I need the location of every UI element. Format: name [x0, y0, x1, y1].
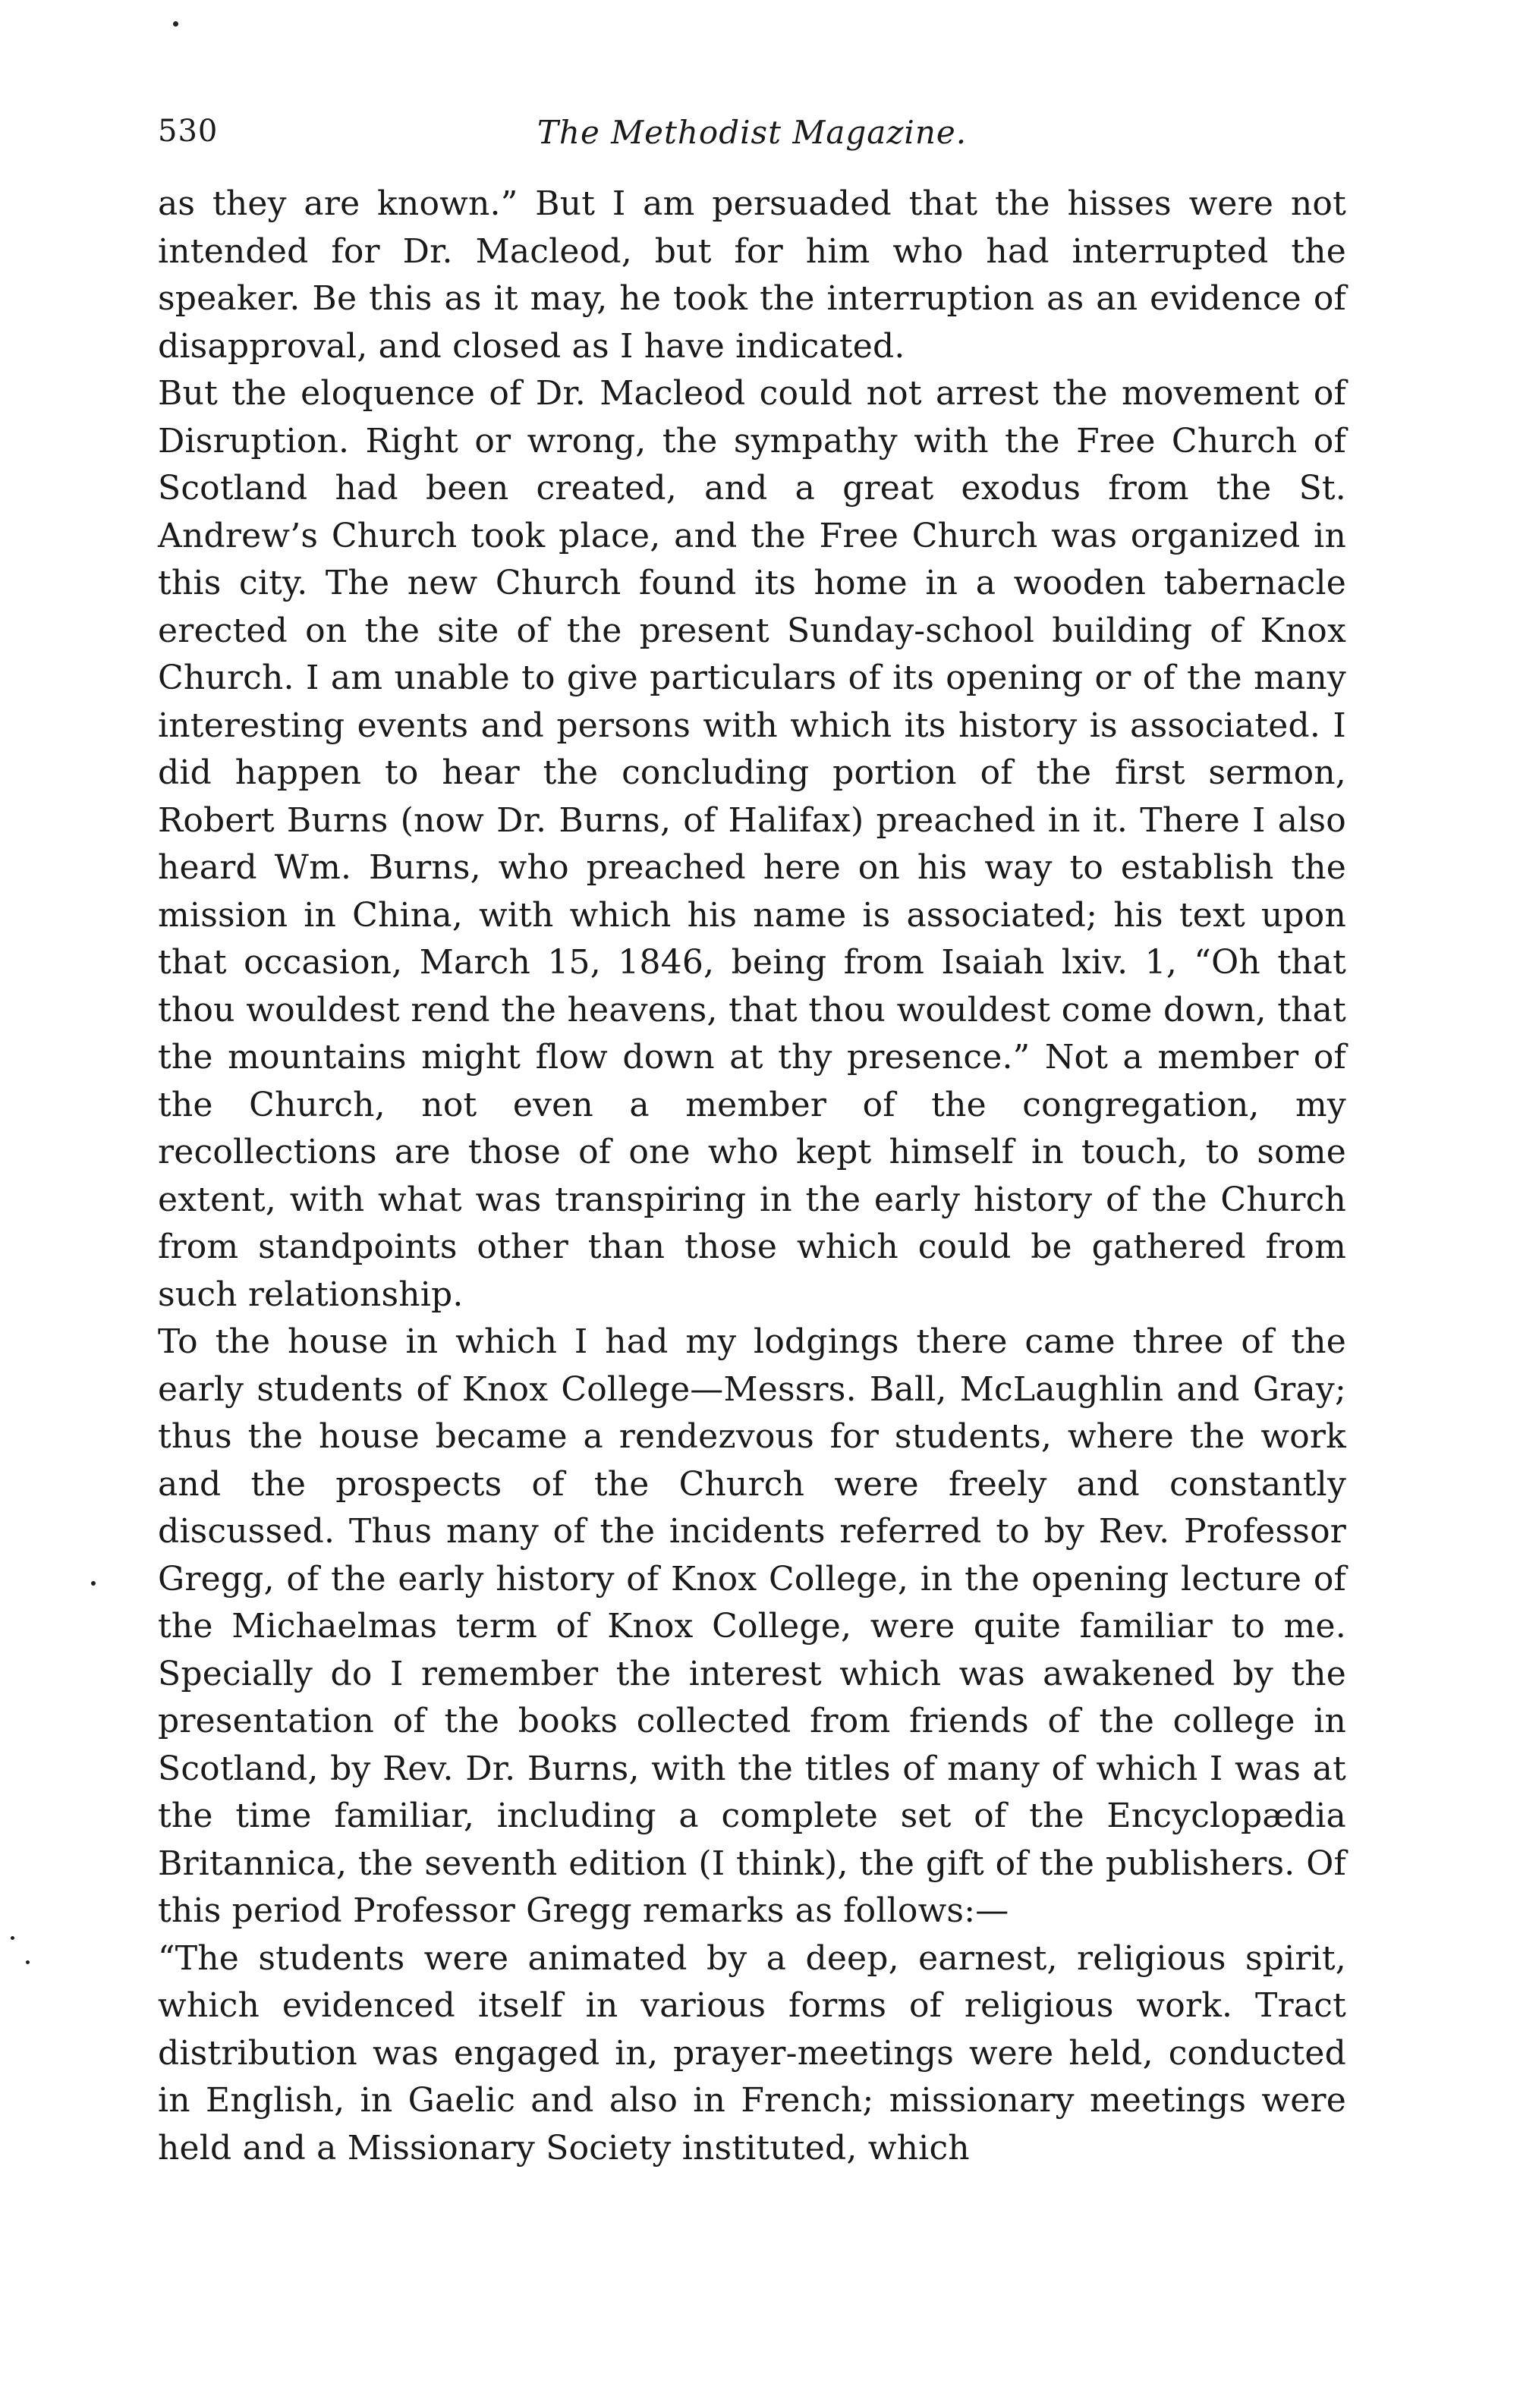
print-speck: [173, 21, 178, 27]
page-header: [158, 114, 1346, 159]
paragraph-disruption: But the eloquence of Dr. Macleod could not arrest the movement of Disruption. Right or wrong, the sympathy with the Free Church of Scotland had been created, and a great exodus from the St. Andrew’s Church took place, and the Free Church was organized in this city. The new Church found its home in a wooden tabernacle erected on the site of the present Sunday-school building of Knox Church. I am unable to give particulars of its opening or of the many interesting events and persons with which its history is associated. I did happen to hear the concluding portion of the first sermon, Robert Burns (now Dr. Burns, of Halifax) preached in it. There I also heard Wm. Burns, who preached here on his way to establish the mission in China, with which his name is associated; his text upon that occasion, March 15, 1846, being from Isaiah lxiv. 1, “Oh that thou wouldest rend the heavens, that thou wouldest come down, that the mountains might flow down at thy presence.” Not a member of the Church, not even a member of the congregation, my recollections are those of one who kept himself in touch, to some extent, with what was transpiring in the early history of the Church from standpoints other than those which could be gathered from such relationship.: [158, 374, 1346, 1314]
paragraph-continuation: as they are known.” But I am persuaded that the hisses were not intended for Dr. Macleod, but for him who had interrupted the speaker. Be this as it may, he took the interruption as an evidence of disapproval, and closed as I have indicated.: [158, 184, 1346, 366]
print-speck: [11, 1936, 14, 1940]
print-speck: [26, 1960, 30, 1964]
running-head: The Methodist Magazine.: [537, 114, 968, 151]
body-text: [158, 181, 1346, 2172]
page-number: 530: [158, 114, 219, 149]
print-speck: [91, 1581, 96, 1586]
paragraph-knox-college: To the house in which I had my lodgings there came three of the early students of Knox College—Messrs. Ball, McLaughlin and Gray; thus the house became a rendezvous for students, where the work and the prospects of the Church were freely and constantly discussed. Thus many of the incidents referred to by Rev. Professor Gregg, of the early history of Knox College, in the opening lecture of the Michaelmas term of Knox College, were quite familiar to me. Specially do I remember the interest which was awakened by the presentation of the books collected from friends of the college in Scotland, by Rev. Dr. Burns, with the titles of many of which I was at the time familiar, including a complete set of the Encyclopædia Britannica, the seventh edition (I think), the gift of the publishers. Of this period Professor Gregg remarks as follows:—: [158, 1322, 1346, 1930]
book-page: [158, 114, 1346, 2172]
paragraph-quotation: “The students were animated by a deep, earnest, religious spirit, which evidenced itself in various forms of religious work. Tract distribution was engaged in, prayer-meetings were held, conducted in English, in Gaelic and also in French; missionary meetings were held and a Missionary Society instituted, which: [158, 1938, 1346, 2168]
